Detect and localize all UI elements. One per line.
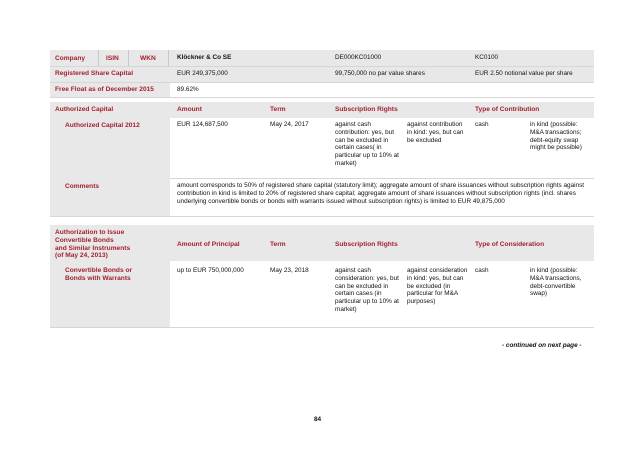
row-separator [50, 66, 594, 67]
row-separator [50, 82, 594, 83]
wkn-label: WKN [140, 55, 156, 62]
registered-capital-notional: EUR 2.50 notional value per share [475, 70, 573, 77]
bonds-sub-cash: against cash consideration: yes, but can be excluded in certain cases (in particular up to 10% at market) [335, 267, 399, 313]
registered-capital-label: Registered Share Capital [55, 70, 134, 77]
divider [168, 50, 169, 66]
bonds-subscription-col-label: Subscription Rights [335, 241, 398, 248]
bonds-term: May 23, 2018 [270, 267, 309, 274]
free-float-value: 89.62% [177, 86, 199, 93]
bonds-contrib-kind: in kind (possible: M&A transactions, debt-convertible swap) [530, 267, 582, 298]
consideration-col-label: Type of Consideration [475, 241, 545, 248]
bonds-auth-label-line3: and Similar Instruments [55, 244, 131, 252]
subscription-rights-col-label: Subscription Rights [335, 106, 398, 113]
divider [128, 50, 129, 66]
company-header-band [50, 50, 594, 66]
comments-text: amount corresponds to 50% of registered share capital (statutory limit); aggregate amount of share issuances without subscription rights against contribution in kind is limited to 20% of registered share capital; aggregate amount of share issuances without subscription rights (incl. shares underlying convertible bonds or bonds with warrants issued without subscription rights) is limited to EUR 49,875,000 [177, 182, 585, 205]
authorized-term: May 24, 2017 [270, 121, 309, 128]
amount-col-label: Amount [177, 106, 202, 113]
bonds-row-label: Convertible Bonds or Bonds with Warrants [65, 267, 133, 282]
row-separator [50, 216, 594, 217]
bonds-auth-label-line4: (of May 24, 2013) [55, 252, 108, 260]
bonds-term-col-label: Term [270, 241, 286, 248]
isin-label: ISIN [106, 55, 119, 62]
comments-label: Comments [65, 183, 100, 190]
principal-col-label: Amount of Principal [177, 241, 240, 248]
authorized-contrib-cash: cash [475, 121, 489, 128]
registered-capital-shares: 99,750,000 no par value shares [335, 70, 425, 77]
term-col-label: Term [270, 106, 286, 113]
company-name: Klöckner & Co SE [177, 54, 232, 61]
row-separator [50, 327, 594, 328]
bonds-auth-label-line1: Authorization to Issue [55, 229, 125, 236]
authorized-sub-cash: against cash contribution: yes, but can be excluded in certain cases( in particular up to 10% at market) [335, 121, 399, 167]
divider [98, 50, 99, 66]
row-separator [50, 97, 594, 98]
bonds-auth-label [55, 229, 130, 260]
wkn-value: KC0100 [475, 54, 499, 61]
isin-value: DE000KC01000 [335, 54, 382, 61]
registered-capital-amount: EUR 249,375,000 [177, 70, 228, 77]
company-label: Company [55, 55, 86, 62]
authorized-col-label: Authorized Capital [55, 106, 114, 113]
bonds-auth-label-line2: Convertible Bonds [55, 236, 114, 244]
bonds-amount: up to EUR 750,000,000 [177, 267, 244, 274]
authorized-amount: EUR 124,687,500 [177, 121, 228, 128]
authorized-sub-kind: against contribution in kind: yes, but can be excluded [407, 121, 464, 144]
free-float-label: Free Float as of December 2015 [55, 86, 154, 93]
continued-note: - continued on next page - [502, 342, 582, 349]
bonds-sub-kind: against consideration in kind: yes, but can be excluded (in particular for M&A purposes) [407, 267, 468, 306]
page-number: 84 [314, 416, 322, 423]
authorized-capital-2012-label: Authorized Capital 2012 [65, 122, 140, 129]
contribution-col-label: Type of Contribution [475, 106, 540, 113]
authorized-contrib-kind: in kind (possible: M&A transactions; debt-equity swap might be possible) [530, 121, 582, 152]
bonds-contrib-cash: cash [475, 267, 489, 274]
